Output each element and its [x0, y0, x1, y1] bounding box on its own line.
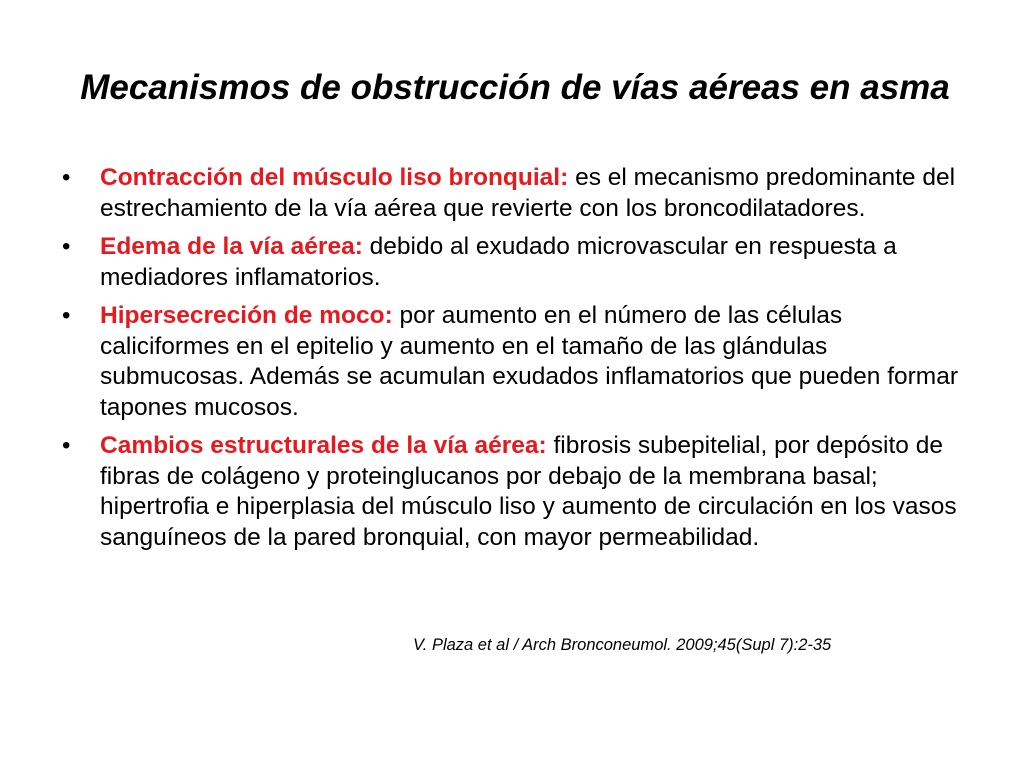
bullet-term: Hipersecreción de moco: — [100, 302, 393, 329]
bullet-dot-icon: • — [62, 302, 71, 329]
bullet-item — [62, 301, 962, 423]
citation: V. Plaza et al / Arch Bronconeumol. 2009;45(Supl 7):2-35 — [413, 636, 832, 654]
bullet-text: por aumento en el número de las células caliciformes en el epitelio y aumento en el tamaño de las glándulas submucosas. Además se acumulan exudados inflamatorios que pueden formar tapones mucosos. — [100, 302, 958, 421]
bullet-dot-icon: • — [62, 432, 71, 459]
bullet-text: debido al exudado microvascular en respuesta a mediadores inflamatorios. — [100, 233, 897, 291]
bullet-term: Edema de la vía aérea: — [100, 233, 363, 260]
bullet-item — [62, 232, 962, 293]
slide-title: Mecanismos de obstrucción de vías aéreas en asma — [80, 68, 950, 107]
bullet-dot-icon: • — [62, 233, 71, 260]
bullet-term: Cambios estructurales de la vía aérea: — [100, 432, 547, 459]
bullet-term: Contracción del músculo liso bronquial: — [100, 164, 569, 191]
bullet-dot-icon: • — [62, 164, 71, 191]
bullet-item — [62, 431, 962, 553]
bullet-text: fibrosis subepitelial, por depósito de fibras de colágeno y proteinglucanos por debajo de la membrana basal; hipertrofia e hiperplasia del músculo liso y aumento de circulación en los vasos sanguíneos de la pared bronquial, con mayor permeabilidad. — [100, 432, 957, 551]
bullet-item — [62, 163, 962, 224]
bullet-text: es el mecanismo predominante del estrechamiento de la vía aérea que revierte con los broncodilatadores. — [100, 164, 956, 222]
bullet-list — [62, 163, 962, 561]
